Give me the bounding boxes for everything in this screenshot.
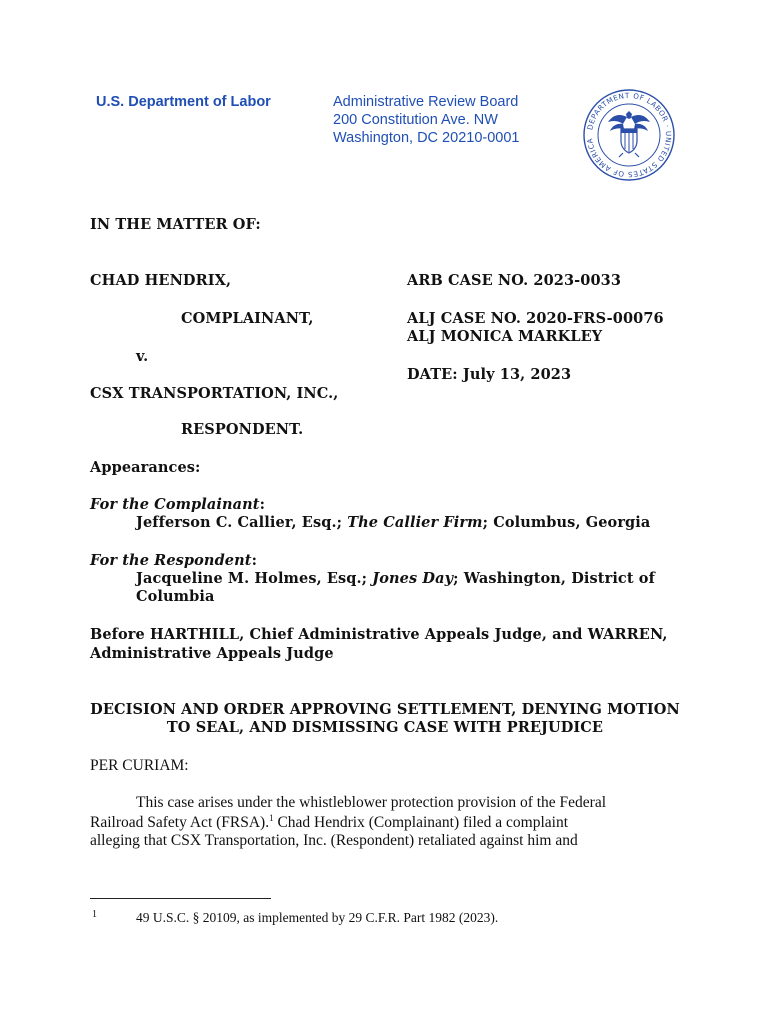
body-line-1: This case arises under the whistleblower protection provision of the Federal [136,794,607,811]
svg-text:DEPARTMENT OF LABOR · UNITED S: DEPARTMENT OF LABOR · UNITED STATES OF AMERICA [585,90,674,180]
complainant-firm: The Callier Firm [347,514,483,531]
footnote-divider [90,898,271,899]
respondent-attorney: Jacqueline M. Holmes, Esq.; [136,570,368,587]
alj-case-number: ALJ CASE NO. 2020-FRS-00076 [407,310,664,327]
arb-case-number: ARB CASE NO. 2023-0033 [407,272,622,289]
body-line-2 [90,813,568,832]
footnote-text: 49 U.S.C. § 20109, as implemented by 29 C.F.R. Part 1982 (2023). [136,910,499,925]
respondent-location: ; Washington, District of [453,570,655,587]
matter-heading: IN THE MATTER OF: [90,216,261,233]
panel-line-2: Administrative Appeals Judge [90,645,334,662]
versus: v. [136,348,149,365]
dol-seal-icon [583,89,675,181]
respondent-firm: Jones Day [372,570,454,587]
office-line-2: 200 Constitution Ave. NW [333,112,498,128]
complainant-appearance-label: For the Complainant: [90,496,266,513]
complainant-name: CHAD HENDRIX, [90,272,232,289]
complainant-attorney: Jefferson C. Callier, Esq.; [136,514,343,531]
complainant-counsel [136,514,650,531]
respondent-role: RESPONDENT. [181,421,304,438]
office-line-1: Administrative Review Board [333,94,519,110]
complainant-label-text: For the Complainant [90,496,260,513]
per-curiam-heading: PER CURIAM: [90,757,189,774]
respondent-label-text: For the Respondent [90,552,252,569]
respondent-name: CSX TRANSPORTATION, INC., [90,385,339,402]
respondent-counsel [136,570,655,587]
appearances-heading: Appearances: [90,459,201,476]
agency-name: U.S. Department of Labor [96,94,271,110]
complainant-location: ; Columbus, Georgia [482,514,651,531]
footnote-number: 1 [92,909,97,920]
respondent-location-cont: Columbia [136,588,215,605]
decision-title-line-1: DECISION AND ORDER APPROVING SETTLEMENT, DENYING MOTION [90,701,680,718]
decision-date: DATE: July 13, 2023 [407,366,572,383]
respondent-appearance-label: For the Respondent: [90,552,258,569]
body-line-2-start: Railroad Safety Act (FRSA). [90,814,270,832]
panel-line-1: Before HARTHILL, Chief Administrative Appeals Judge, and WARREN, [90,626,668,643]
alj-judge: ALJ MONICA MARKLEY [407,328,603,345]
office-line-3: Washington, DC 20210-0001 [333,130,520,146]
body-line-3: alleging that CSX Transportation, Inc. (Respondent) retaliated against him and [90,832,578,849]
decision-title-line-2: TO SEAL, AND DISMISSING CASE WITH PREJUDICE [166,719,604,736]
footnote-reference[interactable]: 1 [269,813,274,823]
body-line-2-end: Chad Hendrix (Complainant) filed a complaint [273,814,569,832]
complainant-role: COMPLAINANT, [181,310,314,327]
